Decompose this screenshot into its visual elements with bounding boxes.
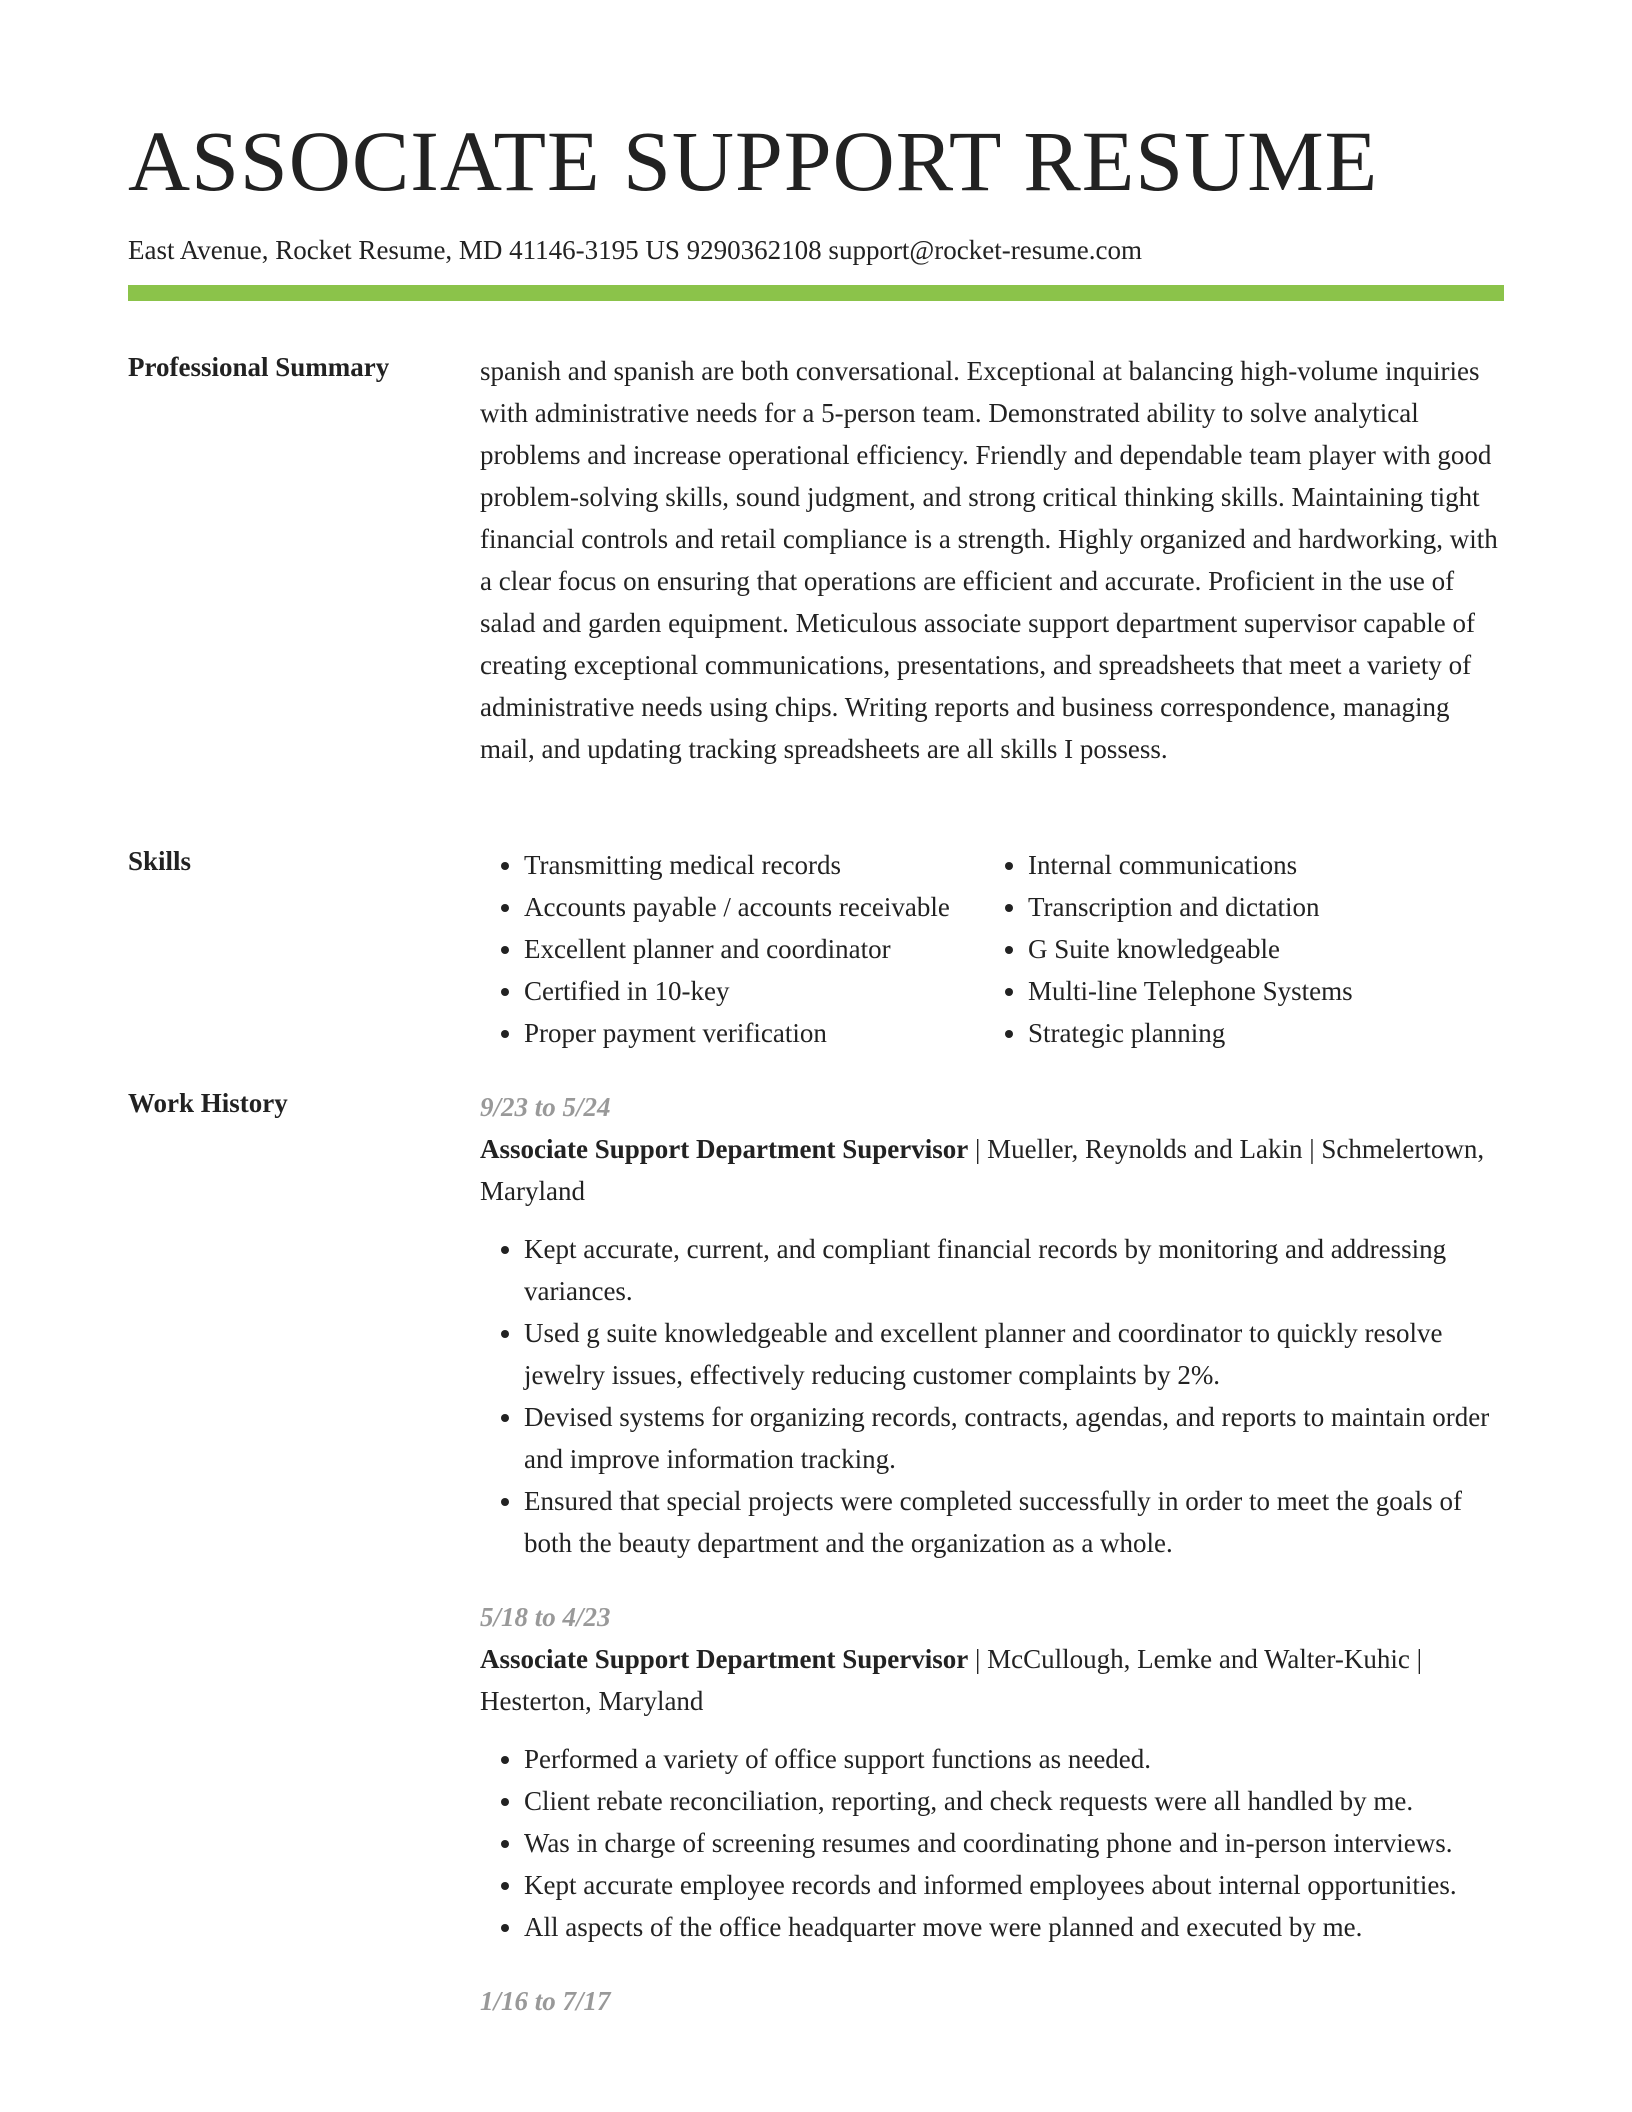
summary-label: Professional Summary [128,352,390,382]
work-history-section [480,1086,1504,2022]
job-bullet: • Used g suite knowledgeable and excellent planner and coordinator to quickly resolve jewelry issues, effectively reducing customer complaints by 2%. [524,1312,1504,1396]
job-bullet: • Kept accurate employee records and informed employees about internal opportunities. [524,1864,1504,1906]
contact-line: East Avenue, Rocket Resume, MD 41146-3195 US 9290362108 support@rocket-resume.com [128,235,1142,265]
skills-column-2 [984,844,1488,1054]
job-employer-location: | Mueller, Reynolds and Lakin | Schmelertown, Maryland [480,1134,1485,1206]
skill-item: • Certified in 10-key [524,970,984,1012]
skill-item: • Proper payment verification [524,1012,984,1054]
skill-item: • Accounts payable / accounts receivable [524,886,984,928]
job-bullet: • Devised systems for organizing records, contracts, agendas, and reports to maintain order and improve information tracking. [524,1396,1504,1480]
accent-divider [128,285,1504,301]
job-header [480,1638,1504,1722]
skill-item: • Transmitting medical records [524,844,984,886]
job-bullet: • Was in charge of screening resumes and coordinating phone and in-person interviews. [524,1822,1504,1864]
job-bullet: • Kept accurate, current, and compliant financial records by monitoring and addressing variances. [524,1228,1504,1312]
job-bullet: • Ensured that special projects were completed successfully in order to meet the goals of both the beauty department and the organization as a whole. [524,1480,1504,1564]
resume-title: ASSOCIATE SUPPORT RESUME [128,113,1379,209]
work-history-label: Work History [128,1088,288,1118]
job-dates: 1/16 to 7/17 [480,1986,611,2016]
skill-item: • Internal communications [1028,844,1488,886]
job-employer-location: | McCullough, Lemke and Walter-Kuhic | Hesterton, Maryland [480,1644,1422,1716]
job-entry [480,1980,1504,2022]
skill-item: • Multi-line Telephone Systems [1028,970,1488,1012]
skill-item: • Excellent planner and coordinator [524,928,984,970]
skills-column-1 [480,844,984,1054]
skill-item: • Strategic planning [1028,1012,1488,1054]
job-dates: 9/23 to 5/24 [480,1092,611,1122]
skills-section [480,844,1504,1054]
summary-section [480,350,1504,770]
job-title: Associate Support Department Supervisor [480,1134,969,1164]
job-bullets [480,1228,1504,1564]
job-bullets [480,1738,1504,1948]
job-bullet: • All aspects of the office headquarter move were planned and executed by me. [524,1906,1504,1948]
summary-text: spanish and spanish are both conversational. Exceptional at balancing high-volume inquiries with administrative needs for a 5-person team. Demonstrated ability to solve analytical problems and increase operational efficiency. Friendly and dependable team player with good problem-solving skills, sound judgment, and strong critical thinking skills. Maintaining tight financial controls and retail compliance is a strength. Highly organized and hardworking, with a clear focus on ensuring that operations are efficient and accurate. Proficient in the use of salad and garden equipment. Meticulous associate support department supervisor capable of creating exceptional communications, presentations, and spreadsheets that meet a variety of administrative needs using chips. Writing reports and business correspondence, managing mail, and updating tracking spreadsheets are all skills I possess. [480,356,1498,764]
job-entry [480,1596,1504,1948]
skill-item: • G Suite knowledgeable [1028,928,1488,970]
job-dates: 5/18 to 4/23 [480,1602,611,1632]
skills-label: Skills [128,846,192,876]
job-bullet: • Performed a variety of office support functions as needed. [524,1738,1504,1780]
job-title: Associate Support Department Supervisor [480,1644,969,1674]
job-header [480,1128,1504,1212]
job-bullet: • Client rebate reconciliation, reporting, and check requests were all handled by me. [524,1780,1504,1822]
job-entry [480,1086,1504,1564]
skill-item: • Transcription and dictation [1028,886,1488,928]
